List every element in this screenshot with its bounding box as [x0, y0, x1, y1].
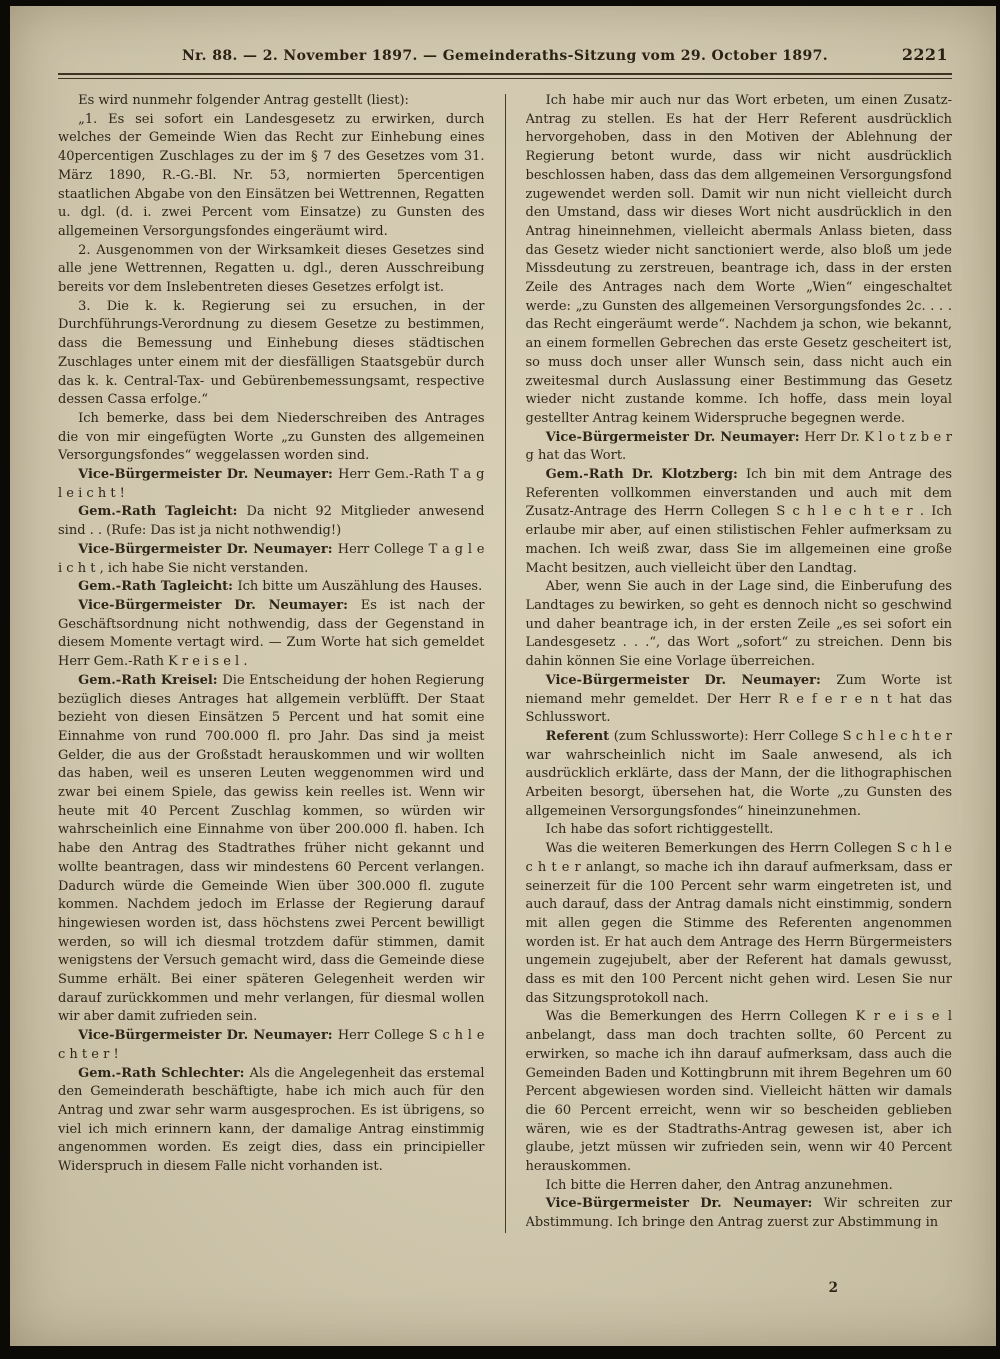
speaker-name: Vice-Bürgermeister Dr. Neumayer: [78, 467, 339, 483]
paragraph: Vice-Bürgermeister Dr. Neumayer: Herr Dr. K l o t z b e r g hat das Wort. [525, 429, 952, 464]
header-double-rule [58, 73, 952, 79]
speaker-name: Vice-Bürgermeister Dr. Neumayer: [78, 597, 361, 613]
paragraph: Was die weiteren Bemerkungen des Herrn Collegen S c h l e c h t e r anlangt, so mache ich ihn darauf aufmerksam, dass er seinerzeit für die 100 Percent sehr warm eingetreten ist, und auch darauf, dass der Antrag damals nicht einstimmig, sondern mit allen gegen die Stimme des Referenten angenommen worden ist. Er hat auch dem Antrage des Herrn Bürgermeisters ungemein zugejubelt, aber der Referent hat damals gewusst, dass es mit den 100 Percent nicht gehen wird. Lesen Sie nur das Sitzungsprotokoll nach. [525, 841, 952, 1006]
header-page-number: 2221 [901, 45, 948, 64]
paragraph: Ich bitte die Herren daher, den Antrag anzunehmen. [545, 1177, 893, 1193]
right-column [526, 92, 953, 1233]
paragraph: Gem.-Rath Dr. Klotzberg: Ich bin mit dem Antrage des Referenten vollkommen einverstanden und auch mit dem Zusatz-Antrage des Herrn Collegen S c h l e c h t e r . Ich erlaube mir aber, auf einen stilistischen Fehler aufmerksam zu machen. Ich weiß zwar, dass Sie im allgemeinen eine große Macht besitzen, auch vielleicht über den Landtag. [525, 467, 952, 576]
column-divider-rule [505, 94, 506, 1233]
paragraph: Vice-Bürgermeister Dr. Neumayer: Herr College T a g l e i c h t , ich habe Sie nicht verstanden. [58, 541, 485, 576]
paragraph: Gem.-Rath Kreisel: Die Entscheidung der hohen Regierung bezüglich dieses Antrages hat allgemein verblüfft. Der Staat bezieht von diesen Einsätzen 5 Percent und hat somit eine Einnahme von rund 700.000 fl. pro Jahr. Das sind ja meist Gelder, die aus der Großstadt herauskommen und wir wollten das haben, weil es unseren Leuten weggenommen wird und zwar bei einem Spiele, das gewiss kein reelles ist. Wenn wir heute mit 40 Percent Zuschlag kommen, so würden wir wahrscheinlich eine Einnahme von über 200.000 fl. haben. Ich habe den Antrag des Stadtrathes früher nicht gekannt und wollte beantragen, dass wir mindestens 60 Percent verlangen. Dadurch würde die Gemeinde Wien über 300.000 fl. zugute kommen. Nachdem jedoch im Erlasse der Regierung darauf hingewiesen worden ist, dass höchstens zwei Percent bewilligt werden, so will ich diesmal trotzdem dafür stimmen, damit wenigstens der Versuch gemacht wird, dass die Gemeinde diese Summe erhält. Bei einer späteren Gelegenheit werden wir darauf zurückkommen und mehr verlangen, für diesmal wollen wir aber damit zufrieden sein. [58, 672, 485, 1025]
paragraph: 2. Ausgenommen von der Wirksamkeit dieses Gesetzes sind alle jene Wettrennen, Regatten u. dgl., deren Ausschreibung bereits vor dem Inslebentreten dieses Gesetzes erfolgt ist. [58, 242, 485, 296]
speaker-name: Gem.-Rath Tagleicht: [78, 504, 247, 520]
paragraph: 3. Die k. k. Regierung sei zu ersuchen, in der Durchführungs-Verordnung zu diesem Gesetze zu bestimmen, dass die Bemessung und Einhebung dieses städtischen Zuschlages unter einem mit der diesfälligen Staatsgebür durch das k. k. Central-Tax- und Gebürenbemessungsamt, respective dessen Cassa erfolge.“ [58, 298, 485, 408]
speaker-name: Gem.-Rath Kreisel: [78, 672, 223, 688]
speaker-name: Gem.-Rath Tagleicht: [78, 579, 238, 595]
speaker-name: Vice-Bürgermeister Dr. Neumayer: [78, 1028, 338, 1044]
speaker-name: Vice-Bürgermeister Dr. Neumayer: [545, 429, 805, 445]
paragraph: Gem.-Rath Tagleicht: Da nicht 92 Mitglieder anwesend sind . . (Rufe: Das ist ja nicht nothwendig!) [58, 504, 485, 539]
paragraph: Vice-Bürgermeister Dr. Neumayer: Zum Worte ist niemand mehr gemeldet. Der Herr R e f e r e n t hat das Schlusswort. [525, 672, 952, 726]
text-columns [58, 92, 952, 1233]
speaker-name: Vice-Bürgermeister Dr. Neumayer: [545, 672, 837, 688]
paragraph: Ich habe mir auch nur das Wort erbeten, um einen Zusatz-Antrag zu stellen. Es hat der Herr Referent ausdrücklich hervorgehoben, dass in den Motiven der Ablehnung der Regierung betont wurde, dass wir nicht ausdrücklich beschlossen haben, dass das dem allgemeinen Versorgungsfond zugewendet werden soll. Damit wir nun nicht vielleicht durch den Umstand, dass wir dieses Wort nicht ausdrücklich in den Antrag hineinnehmen, vielleicht abermals Anlass bieten, dass das Gesetz wieder nicht sanctioniert werde, also bloß um jede Missdeutung zu zerstreuen, beantrage ich, dass in der ersten Zeile des Antrages nach dem Worte „Wien“ eingeschaltet werde: „zu Gunsten des allgemeinen Versorgungsfondes 2c. . . . das Recht eingeräumt werde“. Nachdem ja schon, wie bekannt, an einem formellen Gebrechen das erste Gesetz gescheitert ist, so muss doch unser aller Wunsch sein, dass nicht auch ein zweitesmal durch Auslassung einer Bestimmung das Gesetz wieder nicht zustande komme. Ich hoffe, dass mein loyal gestellter Antrag keinem Widerspruche begegnen werde. [525, 93, 952, 426]
paragraph: Vice-Bürgermeister Dr. Neumayer: Wir schreiten zur Abstimmung. Ich bringe den Antrag zuerst zur Abstimmung in [525, 1196, 952, 1231]
speaker-name: Gem.-Rath Schlechter: [78, 1065, 250, 1081]
paragraph: „1. Es sei sofort ein Landesgesetz zu erwirken, durch welches der Gemeinde Wien das Recht zur Einhebung eines 40percentigen Zuschlages zu der im § 7 des Gesetzes vom 31. März 1890, R.-G.-Bl. Nr. 53, normierten 5percentigen staatlichen Abgabe von den Einsätzen bei Wettrennen, Regatten u. dgl. (d. i. zwei Percent vom Einsatze) zu Gunsten des allgemeinen Versorgungsfondes eingeräumt wird. [58, 111, 485, 239]
speaker-name: Referent [545, 728, 614, 744]
paragraph: Was die Bemerkungen des Herrn Collegen K r e i s e l anbelangt, dass man doch trachten sollte, 60 Percent zu erwirken, so mache ich ihn darauf aufmerksam, dass auch die Gemeinden Baden und Kottingbrunn mit ihrem Begehren um 60 Percent abgewiesen worden sind. Vielleicht hätten wir damals die 60 Percent erreicht, wenn wir so bescheiden geblieben wären, wie es der Stadtraths-Antrag gewesen ist, aber ich glaube, jetzt müssen wir zufrieden sein, wenn wir 40 Percent herauskommen. [525, 1009, 952, 1175]
header-issue-line: Nr. 88. — 2. November 1897. — Gemeinderaths-Sitzung vom 29. October 1897. [181, 48, 829, 64]
paragraph: Ich habe das sofort richtiggestellt. [545, 822, 774, 838]
page-header [60, 45, 950, 64]
speaker-name: Vice-Bürgermeister Dr. Neumayer: [545, 1196, 824, 1212]
paragraph: Ich bemerke, dass bei dem Niederschreiben des Antrages die von mir eingefügten Worte „zu Gunsten des allgemeinen Versorgungsfondes“ weggelassen worden sind. [58, 410, 485, 464]
sheet-signature-number: 2 [828, 1280, 838, 1296]
paragraph: Referent (zum Schlussworte): Herr College S c h l e c h t e r war wahrscheinlich nicht im Saale anwesend, als ich ausdrücklich erklärte, dass der Mann, der die lithographischen Arbeiten besorgt, übersehen hat, die Worte „zu Gunsten des allgemeinen Versorgungsfondes“ hineinzunehmen. [525, 728, 952, 819]
paragraph: Gem.-Rath Tagleicht: Ich bitte um Auszählung des Hauses. [78, 579, 483, 595]
paragraph: Aber, wenn Sie auch in der Lage sind, die Einberufung des Landtages zu bewirken, so geht es dennoch nicht so geschwind und daher beantrage ich, in der ersten Zeile „es sei sofort ein Landesgesetz . . .“, das Wort „sofort“ zu streichen. Denn bis dahin können Sie eine Vorlage überreichen. [525, 579, 952, 670]
paragraph: Vice-Bürgermeister Dr. Neumayer: Herr College S c h l e c h t e r ! [58, 1028, 485, 1062]
document-page [10, 6, 996, 1346]
paragraph: Es wird nunmehr folgender Antrag gestellt (liest): [78, 93, 409, 108]
speaker-name: Vice-Bürgermeister Dr. Neumayer: [78, 541, 338, 557]
paragraph: Vice-Bürgermeister Dr. Neumayer: Es ist nach der Geschäftsordnung nicht nothwendig, dass der Gegenstand in diesem Momente vertagt wird. — Zum Worte hat sich gemeldet Herr Gem.-Rath K r e i s e l . [58, 597, 485, 670]
speaker-name: Gem.-Rath Dr. Klotzberg: [545, 467, 746, 483]
paragraph: Vice-Bürgermeister Dr. Neumayer: Herr Gem.-Rath T a g l e i c h t ! [58, 467, 485, 501]
left-column [58, 92, 485, 1233]
paragraph: Gem.-Rath Schlechter: Als die Angelegenheit das erstemal den Gemeinderath beschäftigte, habe ich mich auch für den Antrag und zwar sehr warm ausgesprochen. Es ist übrigens, so viel ich mich erinnern kann, der damalige Antrag einstimmig angenommen worden. Es zeigt dies, dass ein principieller Widerspruch in diesem Falle nicht vorhanden ist. [58, 1065, 485, 1175]
